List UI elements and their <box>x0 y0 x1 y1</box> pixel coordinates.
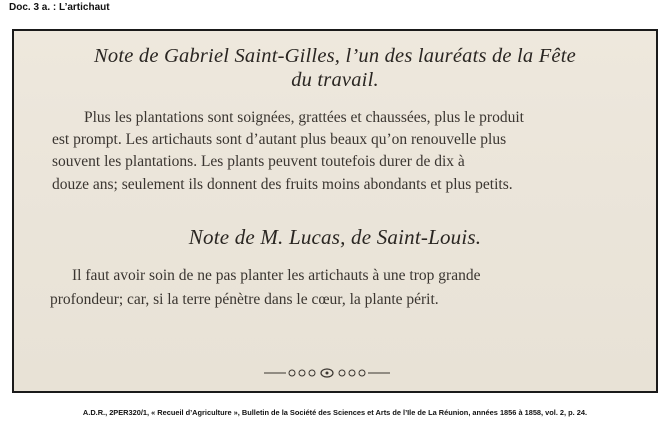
note1-body-line-2: est prompt. Les artichauts sont d’autant plus beaux qu’on renouvelle plus <box>52 131 507 148</box>
note2-title: Note de M. Lucas, de Saint-Louis. <box>188 225 482 249</box>
document-label: Doc. 3 a. : L’artichaut <box>9 2 110 13</box>
note1-title-line-1: Note de Gabriel Saint-Gilles, l’un des lauréats de la Fête <box>94 45 576 67</box>
source-caption: A.D.R., 2PER320/1, « Recueil d’Agriculture », Bulletin de la Société des Sciences et Arts de l’Ile de La Réunion, années 1856 à 1858, vol. 2, p. 24. <box>82 408 588 417</box>
note1-body-line-3: souvent les plantations. Les plants peuvent toutefois durer de dix à <box>52 153 465 170</box>
note1-body-line-4: douze ans; seulement ils donnent des fruits moins abondants et plus petits. <box>52 176 513 193</box>
note2-body-line-2: profondeur; car, si la terre pénètre dans le cœur, la plante périt. <box>50 291 439 308</box>
note2-body-line-1: Il faut avoir soin de ne pas planter les artichauts à une trop grande <box>72 267 481 284</box>
fleuron-ornament-icon <box>262 367 392 379</box>
scanned-page-photo <box>12 29 658 393</box>
note1-title-line-2: du travail. <box>291 69 379 91</box>
note1-body-line-1: Plus les plantations sont soignées, grattées et chaussées, plus le produit <box>84 109 524 126</box>
